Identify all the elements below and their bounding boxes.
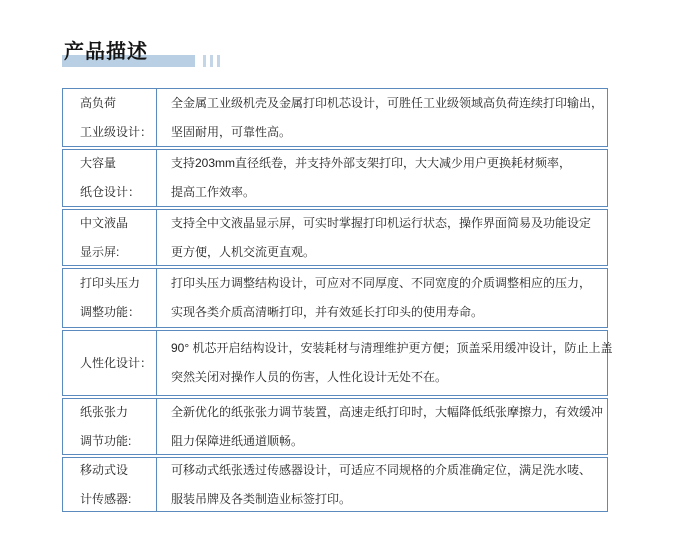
table-row-lcd-display bbox=[62, 209, 608, 266]
feature-desc-line: 坚固耐用，可靠性高。 bbox=[171, 124, 292, 139]
feature-label-line: 移动式设 bbox=[80, 462, 129, 477]
feature-label-cell bbox=[63, 89, 157, 146]
feature-label-line: 中文液晶 bbox=[80, 215, 129, 230]
feature-desc-cell bbox=[157, 331, 618, 395]
feature-desc-line: 90° 机芯开启结构设计，安装耗材与清理维护更方便；顶盖采用缓冲设计，防止上盖 bbox=[171, 341, 613, 355]
feature-label-cell bbox=[63, 458, 157, 511]
table-row-paper-tension bbox=[62, 398, 608, 455]
feature-desc-line: 提高工作效率。 bbox=[171, 185, 256, 199]
feature-desc-cell bbox=[157, 89, 609, 146]
feature-label-line: 打印头压力 bbox=[80, 276, 141, 290]
feature-desc-line: 支持全中文液晶显示屏，可实时掌握打印机运行状态，操作界面简易及功能设定 bbox=[171, 215, 592, 230]
feature-label-cell bbox=[63, 210, 157, 265]
table-row-movable-sensor bbox=[62, 457, 608, 512]
feature-label-line: 纸张张力 bbox=[80, 404, 129, 419]
feature-desc-cell bbox=[157, 269, 607, 327]
table-row-ergonomic-design bbox=[62, 330, 613, 396]
feature-label-cell bbox=[63, 269, 157, 327]
feature-label-cell bbox=[63, 331, 157, 395]
feature-desc-line: 更方便，人机交流更直观。 bbox=[171, 244, 316, 259]
feature-label-line: 工业级设计： bbox=[80, 124, 153, 139]
tick-bar bbox=[217, 55, 220, 67]
feature-label-line: 调整功能： bbox=[80, 305, 141, 319]
feature-desc-line: 可移动式纸张透过传感器设计，可适应不同规格的介质准确定位，满足洗水唛、 bbox=[171, 462, 592, 477]
feature-desc-cell bbox=[157, 458, 607, 511]
table-row-large-capacity bbox=[62, 149, 608, 207]
feature-desc-cell bbox=[157, 399, 609, 454]
tick-bar bbox=[210, 55, 213, 67]
feature-label-cell bbox=[63, 150, 157, 206]
feature-label-cell bbox=[63, 399, 157, 454]
feature-label-line: 大容量 bbox=[80, 156, 117, 170]
decorative-tick-bars bbox=[203, 55, 220, 67]
feature-desc-line: 阻力保障进纸通道顺畅。 bbox=[171, 433, 304, 448]
table-row-printhead-pressure bbox=[62, 268, 608, 328]
page-title: 产品描述 bbox=[64, 41, 148, 63]
table-row-heavy-duty bbox=[62, 88, 608, 147]
feature-label-line: 人性化设计： bbox=[80, 355, 153, 370]
tick-bar bbox=[203, 55, 206, 67]
feature-desc-line: 支持203mm直径纸卷，并支持外部支架打印，大大减少用户更换耗材频率， bbox=[171, 156, 572, 170]
feature-label-line: 纸仓设计： bbox=[80, 185, 141, 199]
feature-desc-cell bbox=[157, 210, 607, 265]
feature-desc-line: 实现各类介质高清晰打印，并有效延长打印头的使用寿命。 bbox=[171, 305, 484, 319]
feature-desc-line: 打印头压力调整结构设计，可应对不同厚度、不同宽度的介质调整相应的压力， bbox=[171, 276, 592, 290]
feature-label-line: 显示屏: bbox=[80, 244, 120, 259]
feature-label-line: 计传感器: bbox=[80, 491, 132, 506]
feature-label-line: 高负荷 bbox=[80, 95, 117, 110]
feature-desc-line: 全金属工业级机壳及金属打印机芯设计，可胜任工业级领域高负荷连续打印输出， bbox=[171, 95, 604, 110]
feature-table bbox=[62, 88, 613, 514]
feature-desc-cell bbox=[157, 150, 607, 206]
feature-desc-line: 全新优化的纸张张力调节装置，高速走纸打印时，大幅降低纸张摩擦力，有效缓冲 bbox=[171, 404, 604, 419]
feature-desc-line: 突然关闭对操作人员的伤害，人性化设计无处不在。 bbox=[171, 370, 448, 384]
feature-desc-line: 服装吊牌及各类制造业标签打印。 bbox=[171, 491, 352, 506]
feature-label-line: 调节功能: bbox=[80, 433, 132, 448]
